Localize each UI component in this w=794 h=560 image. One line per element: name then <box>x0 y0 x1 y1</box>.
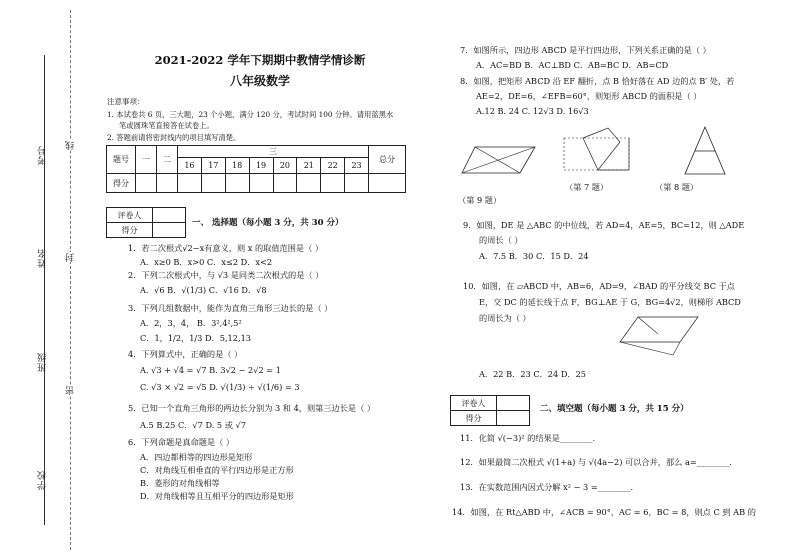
score-table-col: 17 <box>201 158 225 174</box>
score-table-total: 总分 <box>369 146 406 174</box>
figure-caption-9: （第 9 题） <box>458 195 502 205</box>
score-cell[interactable] <box>225 174 249 193</box>
exam-number-label: 考号 <box>38 145 48 165</box>
score-table-col: 18 <box>225 158 249 174</box>
section2-title: 二、填空题（每小题 3 分，共 15 分） <box>540 404 689 414</box>
score-cell[interactable] <box>249 174 273 193</box>
question-10: 10．如图，在 ▱ABCD 中，AB=6，AD=9，∠BAD 的平分线交 BC 于点 <box>463 281 735 291</box>
binding-line <box>44 55 45 525</box>
line-mark: 线 <box>66 140 76 150</box>
question-6-option: A．四边都相等的四边形是矩形 <box>140 452 253 462</box>
figure-caption-8: （第 8 题） <box>655 182 699 192</box>
question-10-cont: E，交 DC 的延长线于点 F，BG⊥AE 于 G，BG=4√2，则梯形 ABCD <box>479 297 741 307</box>
figure-trapezoid <box>618 312 718 357</box>
grader-cell[interactable] <box>497 411 530 426</box>
question-2-options: A．√6 B．√(1/3) C．√16 D．√8 <box>140 285 267 295</box>
grader-cell[interactable] <box>153 208 186 223</box>
question-2: 2．下列二次根式中，与 √3 是同类二次根式的是（ ） <box>128 270 324 280</box>
question-5-options: A.5 B.25 C．√7 D. 5 或 √7 <box>140 420 246 430</box>
question-6-option: C．对角线互相垂直的平行四边形是正方形 <box>140 465 294 475</box>
score-table-col: 23 <box>345 158 369 174</box>
score-cell[interactable] <box>369 174 406 193</box>
seal-mark: 封 <box>66 252 76 262</box>
question-6-option: D．对角线相等且互相平分的四边形是矩形 <box>140 491 294 501</box>
score-cell[interactable] <box>178 174 202 193</box>
question-1: 1．若二次根式√2−x有意义，则 x 的取值范围是（ ） <box>128 243 324 253</box>
score-table-group: 三 <box>178 146 369 158</box>
question-12: 12．如果最简二次根式 √(1+a) 与 √(4a−2) 可以合并，那么 a=________． <box>460 457 738 467</box>
score-row-label: 得分 <box>107 174 136 193</box>
secret-mark: 密 <box>66 385 76 395</box>
notes-heading: 注意事项： <box>107 97 145 106</box>
note-item: 1. 本试卷共 6 页，三大题，23 个小题，满分 120 分，考试时间 100 分钟。请用蓝黑水 <box>107 110 394 119</box>
score-cell[interactable] <box>201 174 225 193</box>
score-table-col: 22 <box>321 158 345 174</box>
question-9-options: A．7.5 B．30 C．15 D．24 <box>479 251 589 261</box>
question-4: 4．下列算式中，正确的是（ ） <box>128 349 243 359</box>
grader-cell[interactable] <box>497 396 530 411</box>
question-9: 9．如图，DE 是 △ABC 的中位线，若 AD=4，AE=5，BC=12，则 △ADE <box>463 220 745 230</box>
question-8: 8．如图，把矩形 ABCD 沿 EF 翻折，点 B 恰好落在 AD 边的点 B′ 处，若 <box>460 76 735 86</box>
question-8-cont: AE=2，DE=6，∠EFB=60°，则矩形 ABCD 的面积是（ ） <box>476 91 702 101</box>
exam-subtitle: 八年级数学 <box>229 74 290 88</box>
question-7-options: A．AC=BD B．AC⊥BD C．AB=BC D．AB=CD <box>476 60 669 70</box>
score-cell[interactable] <box>273 174 297 193</box>
score-cell[interactable] <box>345 174 369 193</box>
question-6-option: B．菱形的对角线相等 <box>140 478 220 488</box>
figure-parallelogram <box>460 125 550 185</box>
figure-triangle <box>680 122 730 182</box>
note-item: 2. 答题前请将密封线内的项目填写清楚。 <box>107 133 241 142</box>
question-5: 5．已知一个直角三角形的两边长分别为 3 和 4，则第三边长是（ ） <box>128 403 376 413</box>
question-6: 6．下列命题是真命题是（ ） <box>128 437 235 447</box>
score-table <box>106 145 406 193</box>
question-4-options: A. √3 + √4 = √7 B. 3√2 − 2√2 = 1 <box>140 365 281 375</box>
exam-title: 2021-2022 学年下期期中教情学情诊断 <box>154 53 366 67</box>
school-label: 学校 <box>38 470 48 490</box>
grader-reviewer: 评卷人 <box>451 396 497 411</box>
score-cell[interactable] <box>297 174 321 193</box>
seal-dashed-line <box>70 10 71 550</box>
grader-score: 得分 <box>451 411 497 426</box>
question-8-options: A.12 B. 24 C. 12√3 D. 16√3 <box>476 106 589 116</box>
question-4-options: C. √3 × √2 = √5 D. √(1/3) ÷ √(1/6) = 3 <box>140 382 300 392</box>
grader-score: 得分 <box>107 223 153 238</box>
name-label: 姓名 <box>38 248 48 268</box>
score-table-col: 一 <box>136 146 157 174</box>
score-cell[interactable] <box>321 174 345 193</box>
score-table-col: 20 <box>273 158 297 174</box>
question-10-options: A．22 B．23 C．24 D．25 <box>479 369 586 379</box>
score-table-label: 题号 <box>107 146 136 174</box>
figure-caption-7: （第 7 题） <box>565 182 609 192</box>
question-7: 7．如图所示，四边形 ABCD 是平行四边形，下列关系正确的是（ ） <box>460 45 711 55</box>
grader-box <box>106 207 186 238</box>
grader-box-2 <box>450 395 530 426</box>
question-9-cont: 的周长（ ） <box>479 235 523 245</box>
question-3-options: A．2，3，4， B．3²,4²,5² <box>140 318 242 328</box>
question-1-options: A．x≥0 B．x>0 C．x≤2 D．x<2 <box>140 257 273 267</box>
score-table-col: 19 <box>249 158 273 174</box>
question-14: 14．如图，在 Rt△ABD 中，∠ACB = 90°，AC = 6，BC = 8，则点 C 到 AB 的 <box>452 507 756 517</box>
grader-cell[interactable] <box>153 223 186 238</box>
score-table-col: 16 <box>178 158 202 174</box>
note-item: 笔或圆珠笔直接答在试卷上。 <box>119 121 214 130</box>
question-13: 13．在实数范围内因式分解 x² − 3 =________． <box>460 482 639 492</box>
score-table-col: 21 <box>297 158 321 174</box>
section1-title: 一、 选择题（每小题 3 分，共 30 分） <box>192 218 344 228</box>
question-3: 3．下列几组数据中，能作为直角三角形三边长的是（ ） <box>128 303 333 313</box>
class-label: 班级 <box>38 352 48 372</box>
question-11: 11．化简 √(−3)² 的结果是________． <box>460 433 601 443</box>
question-10-cont: 的周长为（ ） <box>479 313 531 323</box>
grader-reviewer: 评卷人 <box>107 208 153 223</box>
binding-strip <box>0 0 80 560</box>
score-table-col: 二 <box>157 146 178 174</box>
question-3-options: C．1，1/2，1/3 D．5,12,13 <box>140 333 251 343</box>
score-cell[interactable] <box>157 174 178 193</box>
score-cell[interactable] <box>136 174 157 193</box>
figure-folded-rectangle <box>558 120 638 182</box>
